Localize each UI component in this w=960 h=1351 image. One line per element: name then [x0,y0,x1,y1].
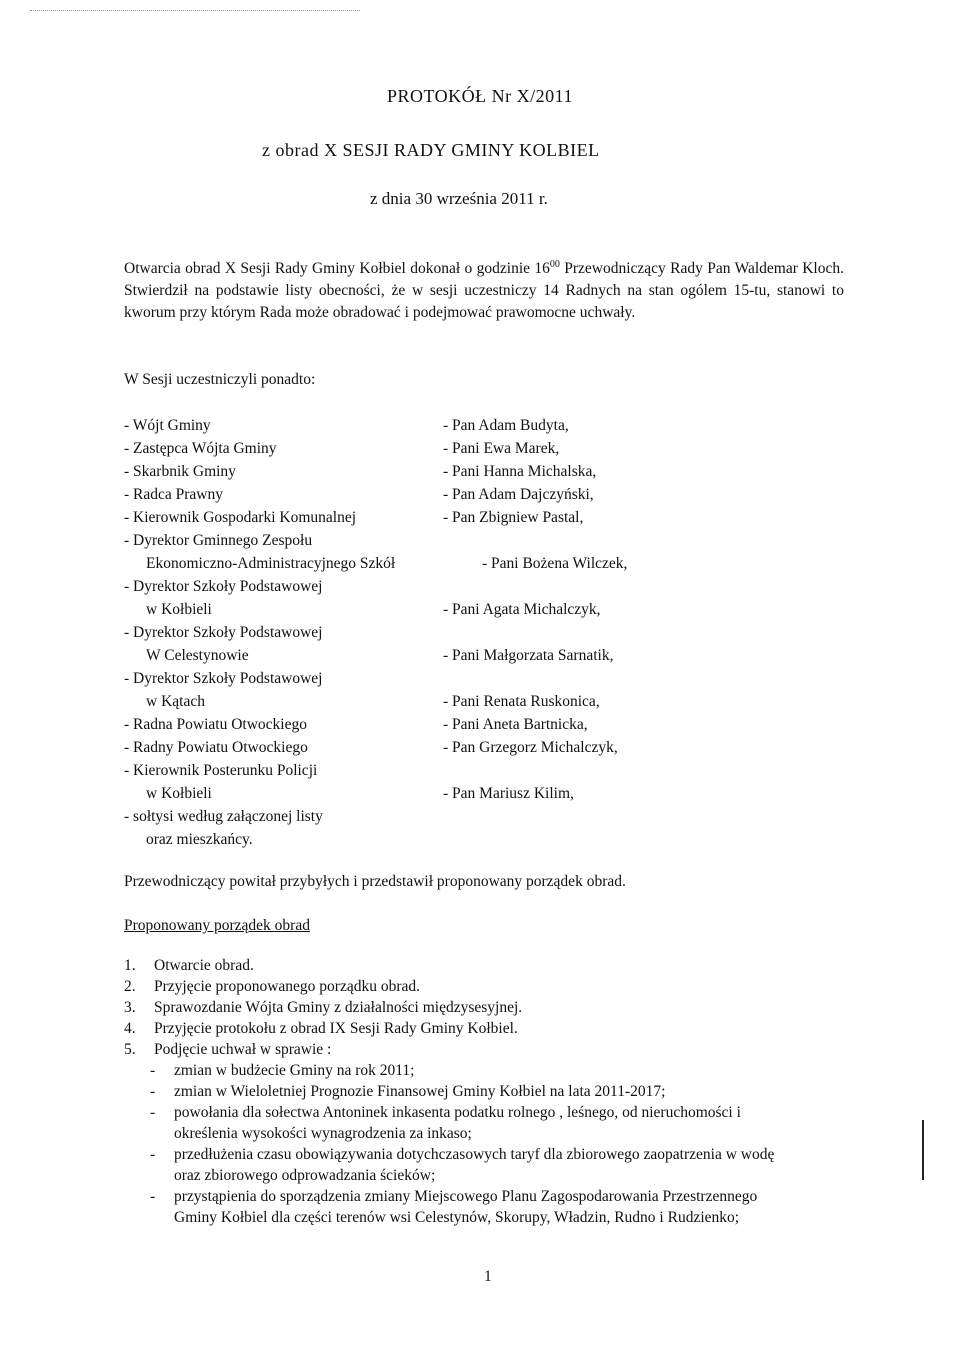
attendee-role: - Dyrektor Gminnego Zespołu [124,532,313,549]
attendee-role: - Radny Powiatu Otwockiego [124,739,308,756]
agenda-item-number: 5. [124,1041,136,1058]
list-dash: - [150,1083,156,1100]
agenda-item-number: 1. [124,957,136,974]
attendee-role: w Kątach [146,693,205,710]
protocol-subtitle: z obrad X SESJI RADY GMINY KOLBIEL [262,140,600,160]
attendee-role: - Dyrektor Szkoły Podstawowej [124,670,323,687]
intro-time-superscript: 00 [549,258,560,270]
resolution-item [150,1081,800,1102]
protocol-date: z dnia 30 września 2011 r. [370,189,548,208]
resolution-text: zmian w budżecie Gminy na rok 2011; [174,1062,415,1079]
agenda-item-number: 3. [124,999,136,1016]
intro-paragraph [124,258,844,324]
greeting-sentence: Przewodniczący powitał przybyłych i przedstawił proponowany porządek obrad. [124,873,626,890]
agenda-item [124,1039,522,1060]
attendee-role: - Kierownik Posterunku Policji [124,762,318,779]
attendee-role: w Kołbieli [146,601,212,618]
agenda-item-text: Sprawozdanie Wójta Gminy z działalności międzysesyjnej. [154,999,523,1016]
list-dash: - [150,1104,156,1121]
intro-text-end: Przewodniczący Rady Pan Waldemar Kloch. Stwierdził na podstawie listy obecności, że w sesji uczestniczy 14 Radnych na stan ogólem 15-tu, stanowi to kworum przy którym Rada może obradować i podejmować prawomocne uchwały. [124,260,844,321]
attendee-name: - Pani Hanna Michalska, [443,463,597,480]
attendee-name: - Pani Renata Ruskonica, [443,693,600,710]
scan-artifact-line [30,10,360,11]
agenda-item-text: Przyjęcie protokołu z obrad IX Sesji Rady Gminy Kołbiel. [154,1020,518,1037]
attendee-name: - Pani Agata Michalczyk, [443,601,601,618]
list-dash: - [150,1062,156,1079]
list-dash: - [150,1146,156,1163]
resolution-text: zmian w Wieloletniej Prognozie Finansowej Gminy Kołbiel na lata 2011-2017; [174,1083,666,1100]
agenda-heading: Proponowany porządek obrad [124,917,310,934]
attendee-role: - Radca Prawny [124,486,223,503]
attendee-role: w Kołbieli [146,785,212,802]
attendee-name: - Pani Bożena Wilczek, [482,555,628,572]
intro-text-start: Otwarcia obrad X Sesji Rady Gminy Kołbiel dokonał o godzinie 16 [124,260,550,277]
attendance-heading: W Sesji uczestniczyli ponadto: [124,371,316,388]
agenda-item-text: Otwarcie obrad. [154,957,254,974]
attendee-role: - Dyrektor Szkoły Podstawowej [124,624,323,641]
attendee-name: - Pani Małgorzata Sarnatik, [443,647,614,664]
attendee-role: - Radna Powiatu Otwockiego [124,716,307,733]
resolution-item [150,1186,800,1228]
attendee-role: oraz mieszkańcy. [146,831,253,848]
attendee-role: - Zastępca Wójta Gminy [124,440,277,457]
attendee-role: Ekonomiczno-Administracyjnego Szkół [146,555,396,572]
resolution-text: powołania dla sołectwa Antoninek inkasenta podatku rolnego , leśnego, od nieruchomości i określenia wysokości wynagrodzenia za inkaso; [174,1104,741,1142]
resolution-item [150,1060,800,1081]
attendee-name: - Pan Adam Dajczyński, [443,486,594,503]
attendee-role: - sołtysi według załączonej listy [124,808,323,825]
attendee-name: - Pani Aneta Bartnicka, [443,716,588,733]
resolution-list [150,1060,800,1228]
attendee-role: - Kierownik Gospodarki Komunalnej [124,509,357,526]
margin-mark [922,1120,924,1180]
attendee-name: - Pan Mariusz Kilim, [443,785,574,802]
agenda-item [124,997,522,1018]
attendee-role: W Celestynowie [146,647,249,664]
agenda-item-text: Przyjęcie proponowanego porządku obrad. [154,978,420,995]
attendee-name: - Pan Zbigniew Pastal, [443,509,584,526]
resolution-item [150,1102,800,1144]
agenda-item [124,1018,522,1039]
attendee-name: - Pan Adam Budyta, [443,417,569,434]
agenda-item [124,976,522,997]
attendee-role: - Skarbnik Gminy [124,463,236,480]
resolution-item [150,1144,800,1186]
protocol-title: PROTOKÓŁ Nr X/2011 [386,86,573,106]
resolution-text: przedłużenia czasu obowiązywania dotychczasowych taryf dla zbiorowego zaopatrzenia w wodę oraz zbiorowego odprowadzania ścieków; [174,1146,775,1184]
resolution-text: przystąpienia do sporządzenia zmiany Miejscowego Planu Zagospodarowania Przestrzennego Gminy Kołbiel dla części terenów wsi Celestynów, Skorupy, Władzin, Rudno i Rudzienko; [174,1188,758,1226]
page-number: 1 [484,1268,492,1285]
attendee-role: - Wójt Gminy [124,417,211,434]
agenda-list [124,955,522,1060]
agenda-item-text: Podjęcie uchwał w sprawie : [154,1041,332,1058]
attendee-name: - Pan Grzegorz Michalczyk, [443,739,618,756]
agenda-item [124,955,522,976]
list-dash: - [150,1188,156,1205]
agenda-item-number: 2. [124,978,136,995]
agenda-item-number: 4. [124,1020,136,1037]
attendee-name: - Pani Ewa Marek, [443,440,560,457]
attendee-role: - Dyrektor Szkoły Podstawowej [124,578,323,595]
